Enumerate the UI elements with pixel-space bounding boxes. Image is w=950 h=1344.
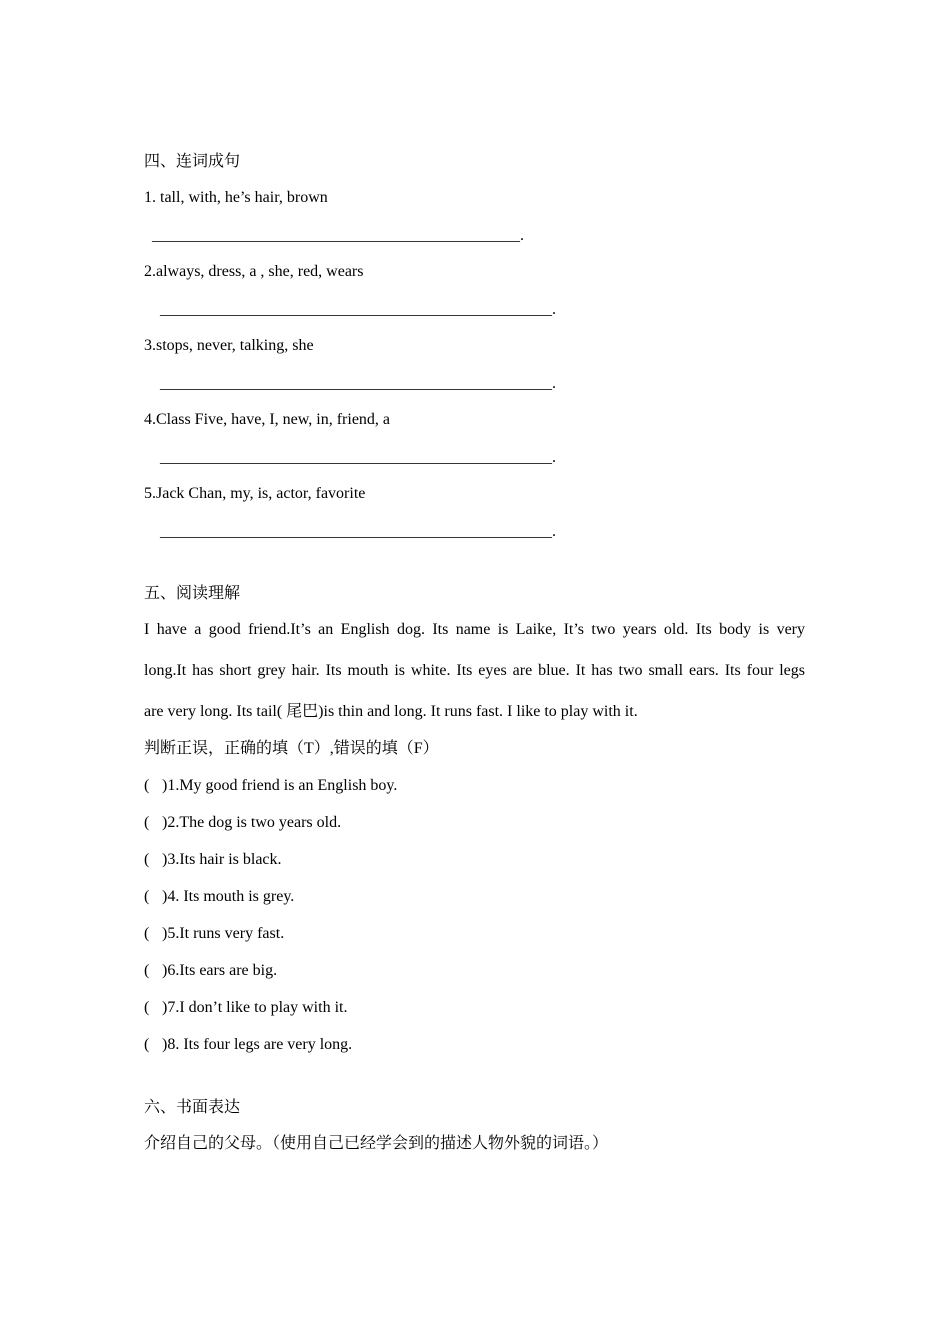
tf-question-5: ( )5.It runs very fast.: [144, 925, 285, 942]
answer-paren[interactable]: (: [144, 851, 150, 868]
sentence-5-prompt: 5.Jack Chan, my, is, actor, favorite: [144, 485, 366, 502]
tf-question-7: ( )7.I don’t like to play with it.: [144, 999, 348, 1016]
reading-passage-line-3: are very long. Its tail( 尾巴)is thin and long. It runs fast. I like to play with it.: [144, 703, 638, 720]
writing-prompt: 介绍自己的父母。（使用自己已经学会到的描述人物外貌的词语。）: [144, 1135, 609, 1152]
sentence-4-prompt: 4.Class Five, have, I, new, in, friend, a: [144, 411, 391, 428]
tf-question-2: ( )2.The dog is two years old.: [144, 814, 342, 831]
answer-paren[interactable]: (: [144, 814, 150, 831]
answer-paren[interactable]: (: [144, 888, 150, 905]
answer-paren[interactable]: (: [144, 925, 150, 942]
sentence-1-prompt: 1. tall, with, he’s hair, brown: [144, 189, 328, 206]
true-false-instruction: 判断正误，正确的填（T）,错误的填（F）: [144, 740, 439, 757]
sentence-5-answer-blank[interactable]: _________________________________________________.: [160, 523, 556, 540]
section-5-heading: 五、阅读理解: [144, 585, 241, 602]
sentence-1-answer-blank[interactable]: ______________________________________________.: [152, 227, 524, 244]
sentence-4-answer-blank[interactable]: _________________________________________________.: [160, 449, 556, 466]
sentence-3-answer-blank[interactable]: _________________________________________________.: [160, 375, 556, 392]
reading-passage-line-1: I have a good friend.It’s an English dog. Its name is Laike, It’s two years old. Its body is very: [144, 621, 805, 638]
tf-question-8: ( )8. Its four legs are very long.: [144, 1036, 353, 1053]
section-6-heading: 六、书面表达: [144, 1099, 241, 1116]
tf-question-4: ( )4. Its mouth is grey.: [144, 888, 295, 905]
answer-paren[interactable]: (: [144, 777, 150, 794]
sentence-2-prompt: 2.always, dress, a , she, red, wears: [144, 263, 364, 280]
sentence-2-answer-blank[interactable]: _________________________________________________.: [160, 301, 556, 318]
sentence-3-prompt: 3.stops, never, talking, she: [144, 337, 314, 354]
tf-question-3: ( )3.Its hair is black.: [144, 851, 282, 868]
reading-passage-line-2: long.It has short grey hair. Its mouth is white. Its eyes are blue. It has two small ears. Its four legs: [144, 662, 805, 679]
tf-question-1: ( )1.My good friend is an English boy.: [144, 777, 398, 794]
answer-paren[interactable]: (: [144, 1036, 150, 1053]
section-4-heading: 四、连词成句: [144, 153, 241, 170]
tf-question-6: ( )6.Its ears are big.: [144, 962, 278, 979]
answer-paren[interactable]: (: [144, 962, 150, 979]
answer-paren[interactable]: (: [144, 999, 150, 1016]
